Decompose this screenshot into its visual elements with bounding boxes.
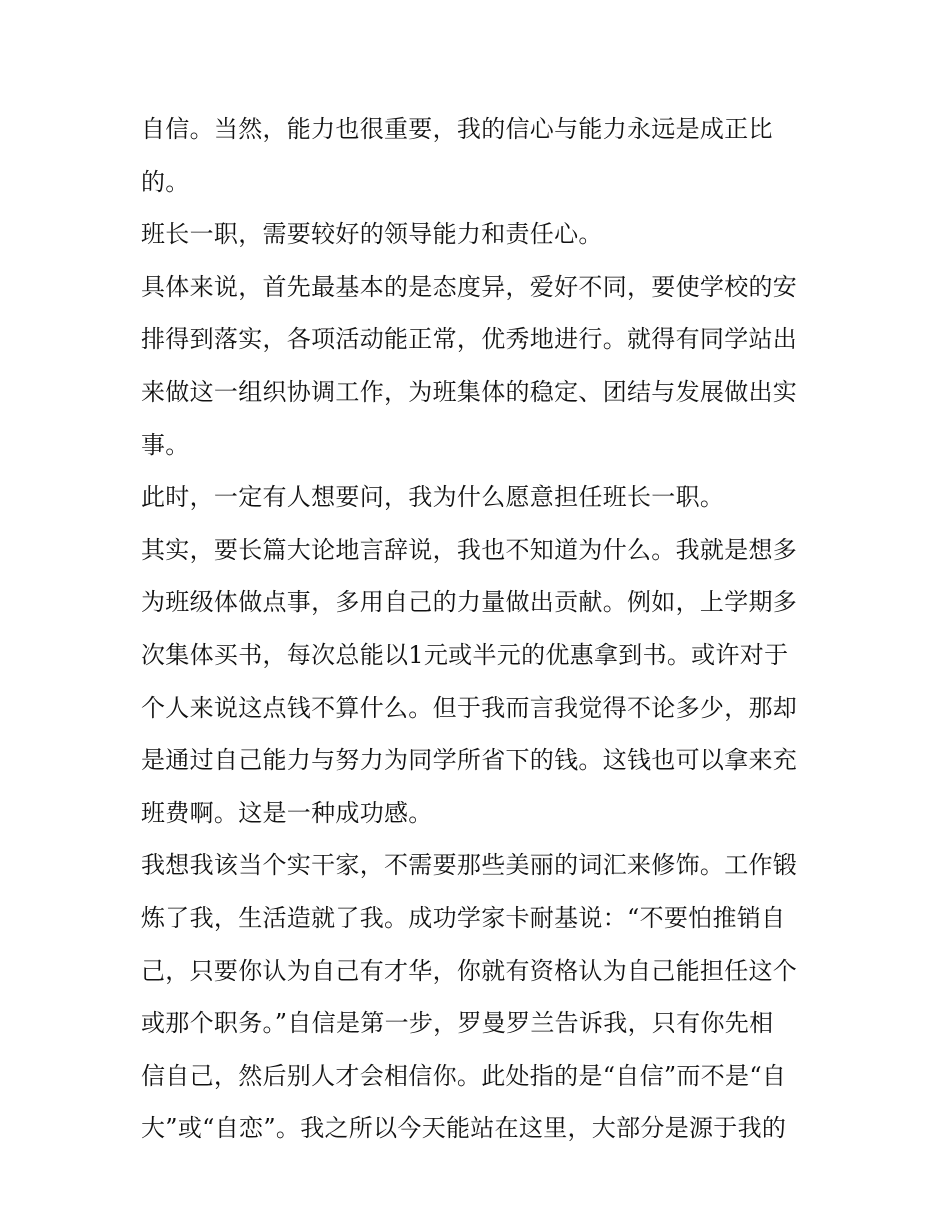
body-text (141, 103, 821, 1155)
text-line: 我想我该当个实干家，不需要那些美丽的词汇来修饰。工作锻 (141, 851, 798, 880)
text-line: 此时，一定有人想要问，我为什么愿意担任班长一职。 (141, 483, 725, 512)
text-line: 信自己，然后别人才会相信你。此处指的是“自信”而不是“自 (141, 1061, 787, 1090)
text-line: 为班级体做点事，多用自己的力量做出贡献。例如，上学期多 (141, 588, 798, 617)
text-line: 个人来说这点钱不算什么。但于我而言我觉得不论多少，那却 (141, 693, 798, 722)
text-line: 具体来说，首先最基本的是态度异，爱好不同，要使学校的安 (141, 272, 798, 301)
text-line: 炼了我，生活造就了我。成功学家卡耐基说：“不要怕推销自 (141, 903, 786, 932)
text-line: 是通过自己能力与努力为同学所省下的钱。这钱也可以拿来充 (141, 746, 798, 775)
text-line: 己，只要你认为自己有才华，你就有资格认为自己能担任这个 (141, 956, 798, 985)
text-line: 班费啊。这是一种成功感。 (141, 798, 433, 827)
text-line: 事。 (141, 430, 190, 459)
text-line: 次集体买书，每次总能以1元或半元的优惠拿到书。或许对于 (141, 640, 789, 669)
text-line: 排得到落实，各项活动能正常，优秀地进行。就得有同学站出 (141, 325, 798, 354)
text-line: 的。 (141, 167, 190, 196)
text-line: 或那个职务。”自信是第一步，罗曼罗兰告诉我，只有你先相 (141, 1009, 774, 1038)
text-line: 其实，要长篇大论地言辞说，我也不知道为什么。我就是想多 (141, 535, 798, 564)
text-line: 班长一职，需要较好的领导能力和责任心。 (141, 220, 603, 249)
text-line: 来做这一组织协调工作，为班集体的稳定、团结与发展做出实 (141, 377, 798, 406)
text-line: 自信。当然，能力也很重要，我的信心与能力永远是成正比 (141, 115, 773, 143)
text-line: 大”或“自恋”。我之所以今天能站在这里，大部分是源于我的 (141, 1114, 787, 1143)
